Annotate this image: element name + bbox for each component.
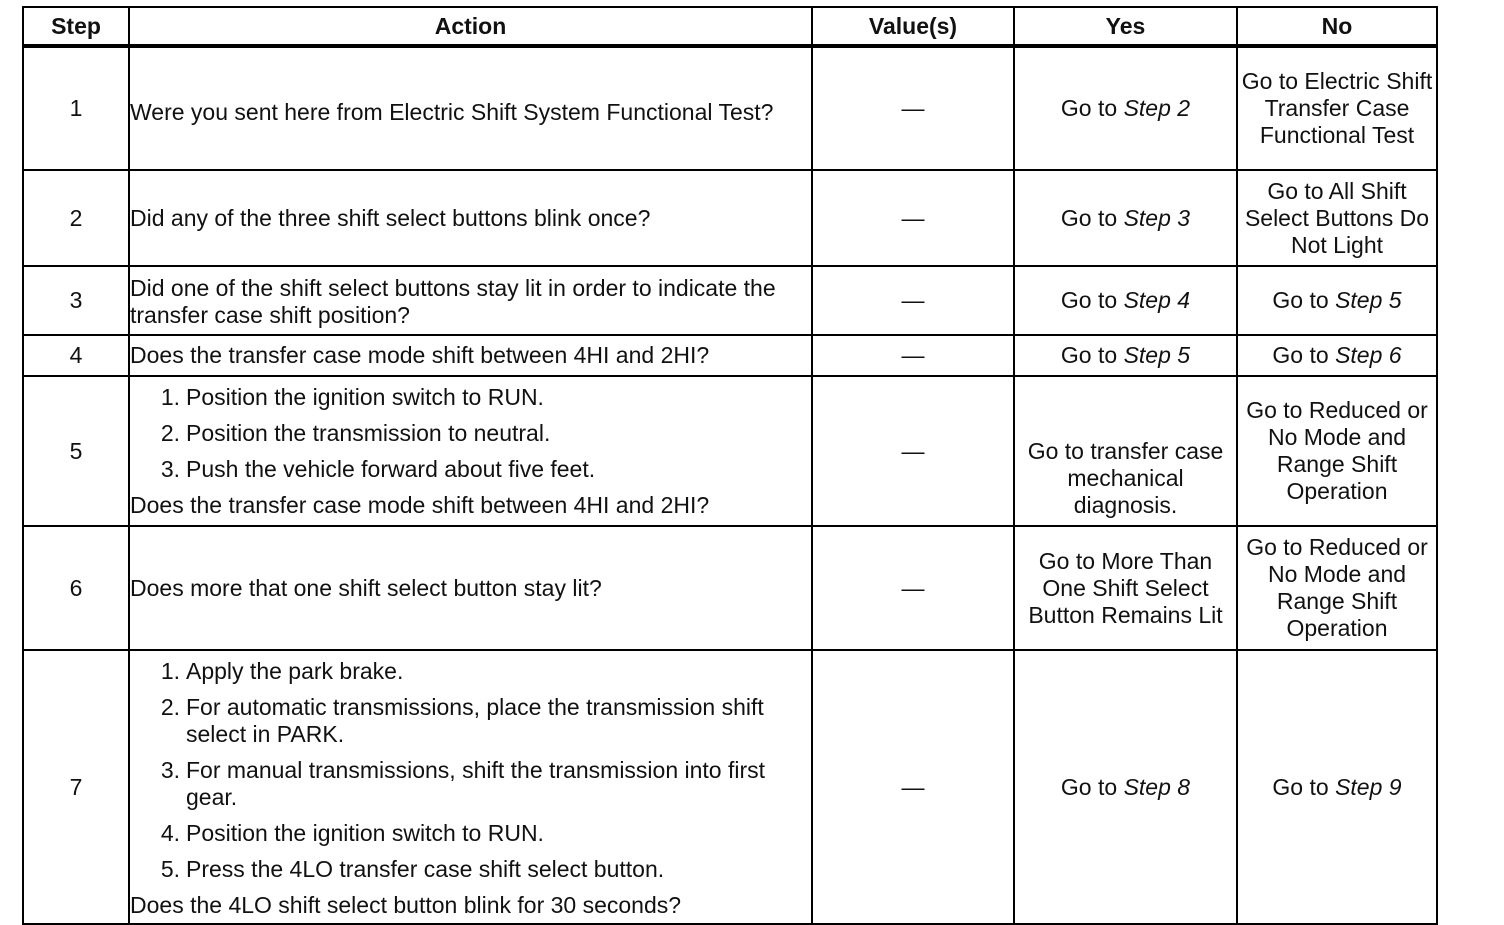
substep-number: 4. [160, 820, 180, 846]
value-cell: — [812, 526, 1014, 650]
no-prefix: Go to [1272, 287, 1336, 313]
action-cell [129, 650, 812, 924]
substep-text: Press the 4LO transfer case shift select button. [186, 856, 665, 882]
no-cell [1237, 376, 1437, 526]
no-step-link[interactable]: Step 6 [1335, 342, 1402, 368]
yes-step-link[interactable]: Step 5 [1123, 342, 1191, 368]
yes-step-link[interactable]: Step 3 [1123, 204, 1191, 231]
table-row [23, 526, 1437, 650]
step-number: 5 [23, 376, 129, 526]
no-cell [1237, 650, 1437, 924]
header-action: Action [129, 7, 812, 46]
substep-text: Position the ignition switch to RUN. [186, 820, 544, 846]
list-item [130, 856, 811, 883]
list-item [130, 456, 811, 483]
no-text[interactable]: Go to Reduced or No Mode and Range Shift Operation [1246, 534, 1428, 641]
yes-prefix: Go to [1060, 204, 1124, 231]
diagnostic-table [22, 6, 1438, 925]
yes-text[interactable]: Go to transfer case mechanical diagnosis. [1027, 438, 1224, 518]
list-item [130, 694, 811, 748]
no-prefix: Go to [1272, 342, 1336, 368]
substep-list [130, 384, 811, 483]
value-cell: — [812, 46, 1014, 170]
no-cell [1237, 266, 1437, 335]
step-number: 3 [23, 266, 129, 335]
substep-number: 2. [160, 420, 180, 446]
yes-cell [1014, 650, 1237, 924]
action-text: Did one of the shift select buttons stay lit in order to indicate the transfer case shift position? [130, 275, 776, 328]
substep-text: For manual transmissions, shift the transmission into first gear. [186, 757, 766, 810]
action-cell [129, 46, 812, 170]
substep-text: Push the vehicle forward about five feet. [186, 456, 596, 482]
header-row [23, 7, 1437, 46]
action-text: Were you sent here from Electric Shift System Functional Test? [130, 99, 774, 125]
no-prefix: Go to [1272, 773, 1336, 800]
value-cell: — [812, 266, 1014, 335]
substep-text: Position the transmission to neutral. [186, 420, 551, 446]
substep-number: 3. [160, 757, 180, 783]
list-item [130, 820, 811, 847]
table-row [23, 650, 1437, 924]
yes-text[interactable]: Go to More Than One Shift Select Button Remains Lit [1028, 547, 1223, 628]
no-text[interactable]: Go to Reduced or No Mode and Range Shift Operation [1246, 397, 1428, 504]
list-item [130, 757, 811, 811]
action-cell [129, 170, 812, 266]
yes-step-link[interactable]: Step 2 [1123, 95, 1191, 121]
yes-cell [1014, 46, 1237, 170]
header-yes: Yes [1014, 7, 1237, 46]
yes-cell [1014, 526, 1237, 650]
step-number: 1 [23, 46, 129, 170]
step-number: 7 [23, 650, 129, 924]
table-row [23, 335, 1437, 376]
list-item [130, 384, 811, 411]
action-text: Did any of the three shift select buttons blink once? [130, 204, 651, 231]
yes-cell [1014, 376, 1237, 526]
table-row [23, 46, 1437, 170]
header-step: Step [23, 7, 129, 46]
value-cell: — [812, 170, 1014, 266]
step-number: 2 [23, 170, 129, 266]
value-cell: — [812, 335, 1014, 376]
action-question: Does the transfer case mode shift between 4HI and 2HI? [130, 492, 710, 518]
no-text[interactable]: Go to Electric Shift Transfer Case Functional Test [1241, 68, 1433, 148]
yes-prefix: Go to [1060, 773, 1124, 800]
list-item [130, 658, 811, 685]
substep-text: For automatic transmissions, place the transmission shift select in PARK. [186, 694, 764, 747]
action-cell [129, 526, 812, 650]
action-question: Does the 4LO shift select button blink for 30 seconds? [130, 892, 682, 918]
yes-step-link[interactable]: Step 8 [1123, 773, 1191, 800]
list-item [130, 420, 811, 447]
step-number: 6 [23, 526, 129, 650]
table-row [23, 266, 1437, 335]
substep-number: 1. [160, 384, 180, 410]
substep-list [130, 658, 811, 883]
table-row [23, 170, 1437, 266]
yes-step-link[interactable]: Step 4 [1123, 287, 1191, 313]
step-number: 4 [23, 335, 129, 376]
substep-number: 3. [160, 456, 180, 482]
substep-text: Position the ignition switch to RUN. [186, 384, 544, 410]
yes-cell [1014, 266, 1237, 335]
no-cell [1237, 526, 1437, 650]
no-text[interactable]: Go to All Shift Select Buttons Do Not Light [1244, 177, 1430, 258]
no-cell [1237, 46, 1437, 170]
yes-cell [1014, 170, 1237, 266]
yes-prefix: Go to [1060, 342, 1124, 368]
yes-cell [1014, 335, 1237, 376]
substep-number: 5. [160, 856, 180, 882]
substep-number: 1. [160, 658, 180, 684]
no-cell [1237, 170, 1437, 266]
header-values: Value(s) [812, 7, 1014, 46]
action-cell [129, 266, 812, 335]
action-text: Does more that one shift select button stay lit? [130, 574, 602, 601]
action-cell [129, 335, 812, 376]
substep-text: Apply the park brake. [186, 658, 404, 684]
table-row [23, 376, 1437, 526]
value-cell: — [812, 650, 1014, 924]
yes-prefix: Go to [1060, 287, 1124, 313]
action-text: Does the transfer case mode shift between 4HI and 2HI? [130, 342, 710, 368]
no-cell [1237, 335, 1437, 376]
header-no: No [1237, 7, 1437, 46]
no-step-link[interactable]: Step 9 [1335, 773, 1402, 800]
no-step-link[interactable]: Step 5 [1335, 287, 1402, 313]
value-cell: — [812, 376, 1014, 526]
action-cell [129, 376, 812, 526]
substep-number: 2. [160, 694, 180, 720]
yes-prefix: Go to [1060, 95, 1124, 121]
